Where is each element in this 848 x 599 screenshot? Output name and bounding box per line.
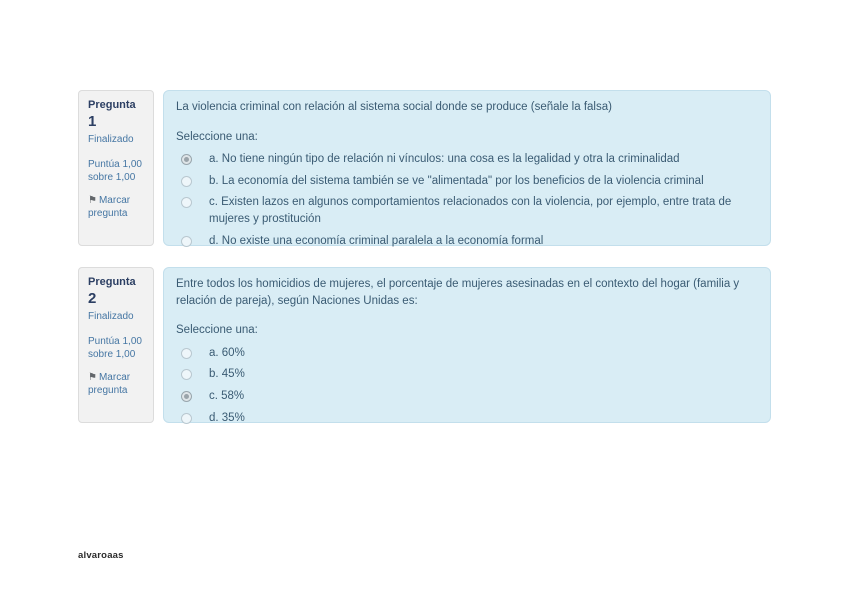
radio-button[interactable]: [181, 348, 192, 359]
answer-option[interactable]: [176, 364, 756, 386]
radio-button-selected[interactable]: [181, 391, 192, 402]
answer-option[interactable]: [176, 192, 756, 230]
answer-option-label: d. 35%: [209, 411, 245, 424]
radio-button[interactable]: [181, 197, 192, 208]
answer-option-label: a. No tiene ningún tipo de relación ni vínculos: una cosa es la legalidad y otra la criminalidad: [209, 152, 680, 165]
flag-icon: ⚑: [88, 194, 97, 206]
answer-option-label: b. 45%: [209, 368, 245, 381]
question-number-label: Pregunta: [88, 99, 136, 111]
question-number: [88, 98, 144, 132]
radio-button[interactable]: [181, 236, 192, 247]
radio-button-selected[interactable]: [181, 154, 192, 165]
answer-prompt: Seleccione una:: [176, 130, 258, 143]
question-grade-points: Puntúa 1,00: [88, 335, 142, 347]
question-grade-points: Puntúa 1,00: [88, 158, 142, 170]
question-grade: [88, 335, 144, 361]
question-grade: [88, 158, 144, 184]
question-block: [78, 90, 771, 246]
answer-option[interactable]: [176, 342, 756, 364]
answer-option-label: a. 60%: [209, 346, 245, 359]
question-info-panel: [78, 267, 154, 423]
question-number-value: 1: [88, 113, 97, 131]
question-status: Finalizado: [88, 133, 134, 145]
question-number-label: Pregunta: [88, 276, 136, 288]
answer-option[interactable]: [176, 407, 756, 429]
question-info-panel: [78, 90, 154, 246]
username-watermark: alvaroaas: [78, 550, 124, 561]
answer-options: [176, 342, 756, 429]
question-number: [88, 275, 144, 309]
answer-options: [176, 148, 756, 251]
question-grade-total: sobre 1,00: [88, 171, 136, 183]
radio-button[interactable]: [181, 369, 192, 380]
radio-button[interactable]: [181, 176, 192, 187]
question-number-value: 2: [88, 290, 97, 308]
flag-question-label: Marcar pregunta: [88, 194, 131, 219]
question-content-panel: [163, 267, 771, 423]
question-text: La violencia criminal con relación al sistema social donde se produce (señale la falsa): [176, 101, 612, 113]
question-status: Finalizado: [88, 310, 134, 322]
flag-question-label: Marcar pregunta: [88, 371, 131, 396]
answer-option[interactable]: [176, 385, 756, 407]
flag-question-link[interactable]: [88, 194, 144, 220]
question-block: [78, 267, 771, 423]
flag-question-link[interactable]: [88, 371, 144, 397]
answer-option-label: c. Existen lazos en algunos comportamientos relacionados con la violencia, por ejemplo, entre trata de mujeres y prostitución: [209, 196, 732, 225]
flag-icon: ⚑: [88, 371, 97, 383]
answer-option-label: c. 58%: [209, 389, 245, 402]
answer-option-label: d. No existe una economía criminal paralela a la economía formal: [209, 234, 544, 247]
answer-option[interactable]: [176, 148, 756, 170]
answer-option[interactable]: [176, 230, 756, 252]
answer-option-label: b. La economía del sistema también se ve "alimentada" por los beneficios de la violencia criminal: [209, 174, 704, 187]
answer-prompt: Seleccione una:: [176, 324, 258, 337]
radio-button[interactable]: [181, 413, 192, 424]
question-content-panel: [163, 90, 771, 246]
question-text: Entre todos los homicidios de mujeres, el porcentaje de mujeres asesinadas en el contexto del hogar (familia y relación de pareja), según Naciones Unidas es:: [176, 278, 740, 307]
question-grade-total: sobre 1,00: [88, 348, 136, 360]
answer-option[interactable]: [176, 170, 756, 192]
